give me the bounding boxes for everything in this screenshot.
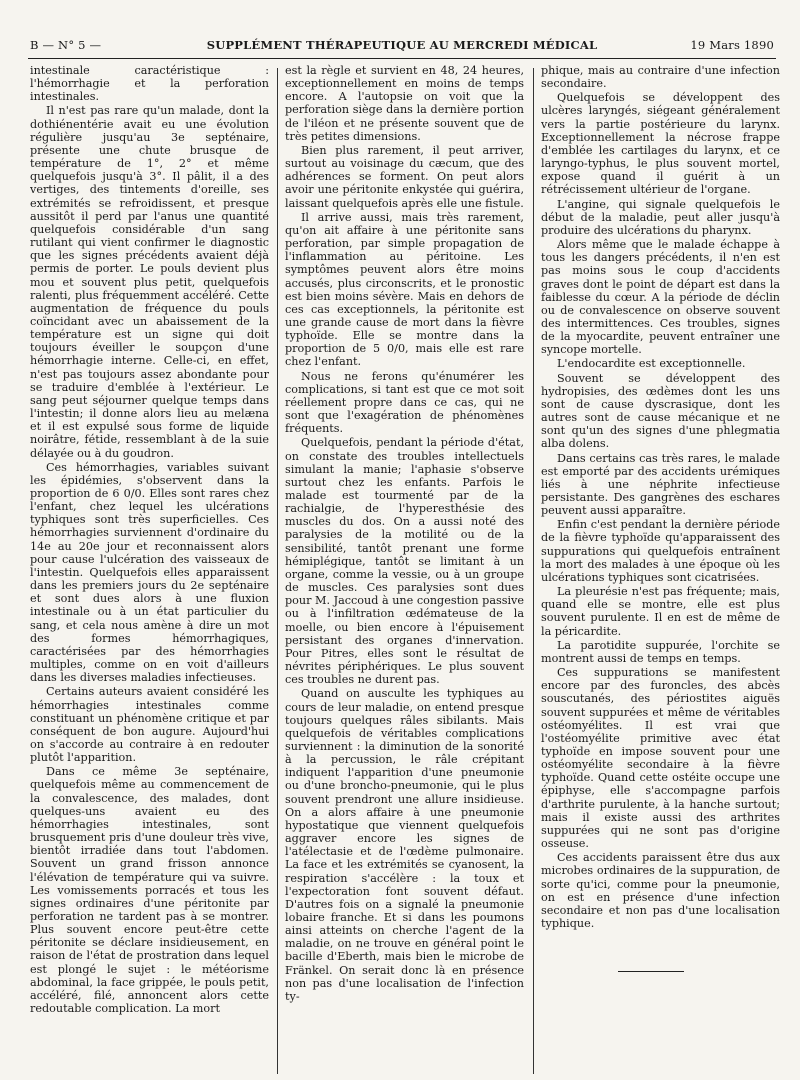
paragraph: Nous ne ferons qu'énumérer les complications, si tant est que ce mot soit réellement propre dans ce cas, qui ne sont que l'exagération de phénomènes fréquents. [285,369,524,436]
issue-date: 19 Mars 1890 [690,38,774,52]
paragraph: Ces hémorrhagies, variables suivant les épidémies, s'observent dans la proportion de 6 0/0. Elles sont rares chez l'enfant, chez lequel les ulcérations typhiques sont très superficielles. Ces hémorrhagies surviennent d'ordinaire du 14e au 20e jour et reconnaissent alors pour cause l'ulcération des vaisseaux de l'intestin. Quelquefois elles apparaissent dans les premiers jours du 2e septénaire et sont dues alors à une fluxion intestinale ou à un état particulier du sang, et cela nous amène à dire un mot des formes hémorrhagiques, caractérisées par des hémorrhagies multiples, comme on en voit d'ailleurs dans les diverses maladies infectieuses. [30,460,269,685]
paragraph: L'endocardite est exceptionnelle. [557,357,746,371]
paragraph: Certains auteurs avaient considéré les hémorrhagies intestinales comme constituant un phénomène critique et par conséquent de bon augure. Aujourd'hui on s'accorde au contraire à en redouter plutôt l'apparition. [30,685,269,765]
paragraph: Dans ce même 3e septénaire, quelquefois même au commencement de la convalescence, des malades, dont quelques-uns avaient eu des hémorrhagies intestinales, sont brusquement pris d'une douleur très vive, bientôt irradiée dans tout l'abdomen. Souvent un grand frisson annonce l'élévation de température qui va suivre. Les vomissements porracés et tous les signes ordinaires d'une péritonite par perforation ne tardent pas à se montrer. Plus souvent encore peut-être cette péritonite se déclare insidieusement, en raison de l'état de prostration dans lequel est plongé le sujet : le météorisme abdominal, la face grippée, le pouls petit, accéléré, filé, annoncent alors cette redoutable complication. La mort [30,765,269,1016]
article-body [30,64,780,1074]
paragraph: est la règle et survient en 48, 24 heures, exceptionnellement en moins de temps encore. A l'autopsie on voit que la perforation siège dans la dernière portion de l'iléon et ne présente souvent que de très petites dimensions. [285,64,524,143]
paragraph: Ces suppurations se manifestent encore par des furoncles, des abcès souscutanés, des périostites aiguës souvent suppurées et même de véritables ostéomyélites. Il est vrai que l'ostéomyélite primitive avec état typhoïde en impose souvent pour une ostéomyélite secondaire à la fièvre typhoïde. Quand cette ostéite occupe une épiphyse, elle s'accompagne parfois d'arthrite purulente, à la hanche surtout; mais il existe aussi des arthrites suppurées qui ne sont pas d'origine osseuse. [541,666,780,851]
paragraph: La pleurésie n'est pas fréquente; mais, quand elle se montre, elle est plus souvent purulente. Il en est de même de la péricardite. [541,585,780,638]
paragraph: Quand on ausculte les typhiques au cours de leur maladie, on entend presque toujours quelques râles sibilants. Mais quelquefois de véritables complications surviennent : la diminution de la sonorité à la percussion, le râle crépitant indiquent l'apparition d'une pneumonie ou d'une broncho-pneumonie, qui le plus souvent prendront une allure insidieuse. On a alors affaire à une pneumonie hypostatique que viennent quelquefois aggraver encore les signes de l'atélectasie et de l'œdème pulmonaire. La face et les extrémités se cyanosent, la respiration s'accélère : la toux et l'expectoration font souvent défaut. D'autres fois on a signalé la pneumonie lobaire franche. Et si dans les poumons ainsi atteints on cherche l'agent de la maladie, on ne trouve en général point le bacille d'Eberth, mais bien le microbe de Fränkel. On serait donc là en présence non pas d'une localisation de l'infection ty- [285,687,524,1003]
paragraph: Dans certains cas très rares, le malade est emporté par des accidents urémiques liés à une néphrite infectieuse persistante. Des gangrènes des eschares peuvent aussi apparaître. [541,451,780,518]
paragraph: intestinale caractéristique : l'hémorrhagie et la perforation intestinales. [30,64,269,104]
end-of-article-rule [618,971,684,972]
paragraph: Enfin c'est pendant la dernière période de la fièvre typhoïde qu'apparaissent des suppurations qui quelquefois entraînent la mort des malades à une époque où les ulcérations typhiques sont cicatrisées. [541,518,780,584]
paragraph: Ces accidents paraissent être dus aux microbes ordinaires de la suppuration, de sorte qu'ici, comme pour la pneumonie, on est en présence d'une infection secondaire et non pas d'une localisation typhique. [541,851,780,930]
paragraph: Il arrive aussi, mais très rarement, qu'on ait affaire à une péritonite sans perforation, par simple propagation de l'inflammation au péritoine. Les symptômes peuvent alors être moins accusés, plus circonscrits, et le pronostic est bien moins sévère. Mais en dehors de ces cas exceptionnels, la péritonite est une grande cause de mort dans la fièvre typhoïde. Elle se montre dans la proportion de 5 0/0, mais elle est rare chez l'enfant. [285,210,524,369]
column-1 [30,64,269,1074]
paragraph: Souvent se développent des hydropisies, des œdèmes dont les uns sont de cause dyscrasique, dont les autres sont de cause mécanique et ne sont qu'un des signes d'une phlegmatia alba dolens. [541,371,780,451]
paragraph: Il n'est pas rare qu'un malade, dont la dothiénentérie avait eu une évolution régulière jusqu'au 3e septénaire, présente une chute brusque de température de 1°, 2° et même quelquefois jusqu'à 3°. Il pâlit, il a des vertiges, des tintements d'oreille, ses extrémités se refroidissent, et presque aussitôt il perd par l'anus une quantité quelquefois considérable d'un sang rutilant qui vient confirmer le diagnostic que les signes précédents avaient déjà permis de porter. Le pouls devient plus mou et souvent plus petit, quelquefois ralenti, plus fréquemment accéléré. Cette augmentation de fréquence du pouls coïncidant avec un abaissement de la température est un signe qui doit toujours éveiller le soupçon d'une hémorrhagie interne. Celle-ci, en effet, n'est pas toujours assez abondante pour se traduire d'emblée à l'extérieur. Le sang peut séjourner quelque temps dans l'intestin; il donne alors lieu au melæna et il est expulsé sous forme de liquide noirâtre, fétide, ressemblant à de la suie délayée ou à du goudron. [30,104,269,460]
paragraph: L'angine, qui signale quelquefois le début de la maladie, peut aller jusqu'à produire des ulcérations du pharynx. [541,197,780,237]
paragraph: Alors même que le malade échappe à tous les dangers précédents, il n'en est pas moins sous le coup d'accidents graves dont le point de départ est dans la faiblesse du cœur. A la période de déclin ou de convalescence on observe souvent des intermittences. Ces troubles, signes de la myocardite, peuvent entraîner une syncope mortelle. [541,238,780,357]
paragraph: phique, mais au contraire d'une infection secondaire. [541,64,780,91]
running-header [30,38,774,58]
column-2 [285,64,524,1074]
paragraph: La parotidite suppurée, l'orchite se montrent aussi de temps en temps. [541,638,780,665]
journal-title: SUPPLÉMENT THÉRAPEUTIQUE AU MERCREDI MÉDICAL [206,38,598,52]
page-number: B — N° 5 — [30,38,102,52]
paragraph: Quelquefois se développent des ulcères laryngés, siégeant généralement vers la partie postérieure du larynx. Exceptionnellement la nécrose frappe d'emblée les cartilages du larynx, et ce laryngo-typhus, le plus souvent mortel, expose quand il guérit à un rétrécissement ultérieur de l'organe. [541,91,780,197]
column-3 [541,64,780,1074]
paragraph: Quelquefois, pendant la période d'état, on constate des troubles intellectuels simulant la manie; l'aphasie s'observe surtout chez les enfants. Parfois le malade est tourmenté par de la rachialgie, de l'hyperesthésie des muscles du dos. On a aussi noté des paralysies de la motilité ou de la sensibilité, tantôt prenant une forme hémiplégique, tantôt se limitant à un organe, comme la vessie, ou à un groupe de muscles. Ces paralysies sont dues pour M. Jaccoud à une congestion passive ou à l'infiltration œdémateuse de la moelle, ou bien encore à l'épuisement persistant des organes d'innervation. Pour Pitres, elles sont le résultat de névrites périphériques. Le plus souvent ces troubles ne durent pas. [285,436,524,687]
paragraph: Bien plus rarement, il peut arriver, surtout au voisinage du cæcum, que des adhérences se forment. On peut alors avoir une péritonite enkystée qui guérira, laissant quelquefois après elle une fistule. [285,143,524,210]
header-rule [28,58,776,59]
